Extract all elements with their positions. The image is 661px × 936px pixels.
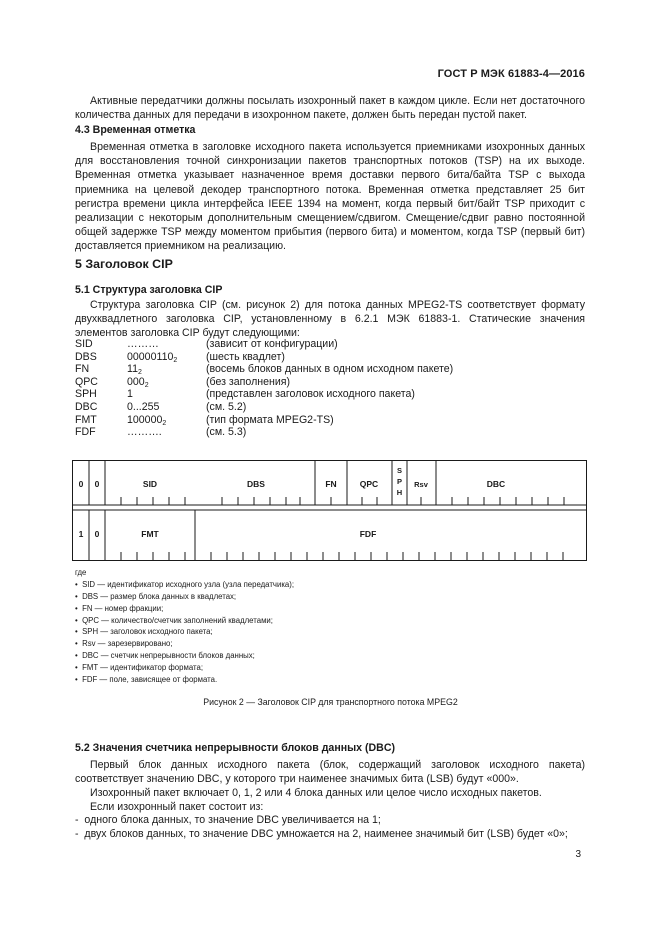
field-rsv: Rsv (414, 480, 428, 489)
section-5-1-paragraph: Структура заголовка CIP (см. рисунок 2) для потока данных MPEG2-TS соответствует формату двухквадлетного заголовка CIP, установленному в 6.2.1 МЭК 61883-1. Статические значения элементов заголовка CIP будут следующими: (75, 299, 585, 340)
section-5-heading: 5 Заголовок CIP (75, 257, 173, 271)
value-desc: (см. 5.3) (206, 426, 247, 439)
value-desc: (представлен заголовок исходного пакета) (206, 388, 415, 401)
value-key: DBS (75, 350, 97, 363)
value-key: DBC (75, 400, 98, 413)
field-sph-h: H (396, 488, 403, 497)
field-sph-s: S (396, 466, 403, 475)
value-desc: (без заполнения) (206, 375, 291, 388)
list-item: - двух блоков данных, то значение DBC умножается на 2, наименее значимый бит (LSB) будет «0»; (75, 828, 568, 840)
field-sph-p: P (396, 477, 403, 486)
legend-item: • SID — идентификатор исходного узла (узла передатчика); (75, 579, 295, 589)
legend-title: где (75, 568, 87, 577)
field-fmt: FMT (141, 529, 159, 539)
field-sid: SID (142, 479, 158, 489)
section-5-1-heading: 5.1 Структура заголовка CIP (75, 284, 223, 296)
bit-1: 1 (78, 529, 84, 539)
bit-0b: 0 (94, 479, 100, 489)
value-val: $11_2$ (127, 363, 142, 377)
bit-0: 0 (78, 479, 84, 489)
field-qpc: QPC (359, 479, 379, 489)
document-id: ГОСТ Р МЭК 61883-4—2016 (437, 68, 585, 80)
section-5-2-heading: 5.2 Значения счетчика непрерывности блоков данных (DBC) (75, 742, 395, 754)
value-key: FN (75, 363, 90, 376)
value-desc: (тип формата MPEG2-TS) (206, 413, 334, 426)
figure-caption: Рисунок 2 — Заголовок CIP для транспортного потока MPEG2 (203, 697, 458, 707)
value-desc: (зависит от конфигурации) (206, 338, 338, 350)
value-val: 0...255 (127, 400, 160, 413)
value-val: ……… (127, 338, 159, 350)
value-key: SPH (75, 388, 97, 401)
cip-header-diagram (70, 459, 590, 565)
figure-legend (75, 567, 294, 686)
list-item: - одного блока данных, то значение DBC увеличивается на 1; (75, 814, 381, 826)
value-desc: (см. 5.2) (206, 400, 247, 413)
legend-item: • DBC — счетчик непрерывности блоков данных; (75, 651, 255, 661)
value-desc: (шесть квадлет) (206, 350, 285, 363)
value-key: SID (75, 338, 93, 350)
bit-0c: 0 (94, 529, 100, 539)
value-val: 1 (127, 388, 133, 401)
value-val: $100000_2$ (127, 413, 167, 427)
legend-item: • FMT — идентификатор формата; (75, 663, 203, 673)
legend-item: • QPC — количество/счетчик заполнений квадлетами; (75, 615, 273, 625)
field-fdf: FDF (359, 529, 377, 539)
field-dbs: DBS (247, 479, 265, 489)
legend-item: • DBS — размер блока данных в квадлетах; (75, 591, 237, 601)
value-val: $000_2$ (127, 375, 149, 389)
value-key: FDF (75, 426, 96, 439)
section-5-2-paragraph-2: Изохронный пакет включает 0, 1, 2 или 4 блока данных или целое число исходных пакетов. (90, 787, 542, 799)
value-val: $00000110_2$ (127, 350, 178, 364)
legend-item: • Rsv — зарезервировано; (75, 639, 173, 649)
section-5-2-paragraph-1: Первый блок данных исходного пакета (блок, содержащий заголовок исходного пакета) соответствует значению DBC, у которого три наименее значимых бита (LSB) будут «000». (75, 759, 585, 786)
legend-item: • FN — номер фракции; (75, 603, 164, 613)
field-fn: FN (325, 479, 337, 489)
section-4-3-heading: 4.3 Временная отметка (75, 124, 196, 136)
page-number: 3 (575, 849, 581, 860)
section-4-3-paragraph: Временная отметка в заголовке исходного пакета используется приемниками изохронных данных для восстановления точной синхронизации пакетов транспортных потоков (TSP) на их выходе. Временная отметка указывает назначенное время доставки первого бита/байта TSP с выхода приемника на целевой декодер транспортного потока. Временная отметка представляет 25 бит регистра времени цикла интерфейса IEEE 1394 на момент, когда первый бит/байт TSP приходит с реализации с некоторым дополнительным смещением/сдвигом. Смещение/сдвиг равно постоянной общей задержке TSP между моментом прибытия (первого бита) и моментом, когда TSP (первый бит) доставляется приемником на реализацию. (75, 141, 585, 253)
section-5-2-paragraph-3: Если изохронный пакет состоит из: (90, 801, 264, 813)
field-dbc: DBC (486, 479, 506, 489)
value-key: FMT (75, 413, 97, 426)
intro-paragraph: Активные передатчики должны посылать изохронный пакет в каждом цикле. Если нет достаточного количества данных для передачи в изохронном пакете, должен быть передан пустой пакет. (75, 95, 585, 122)
value-key: QPC (75, 375, 98, 388)
legend-item: • FDF — поле, зависящее от формата. (75, 675, 218, 685)
legend-item: • SPH — заголовок исходного пакета; (75, 627, 213, 637)
value-val: ………. (127, 426, 162, 439)
value-desc: (восемь блоков данных в одном исходном пакете) (206, 363, 454, 376)
